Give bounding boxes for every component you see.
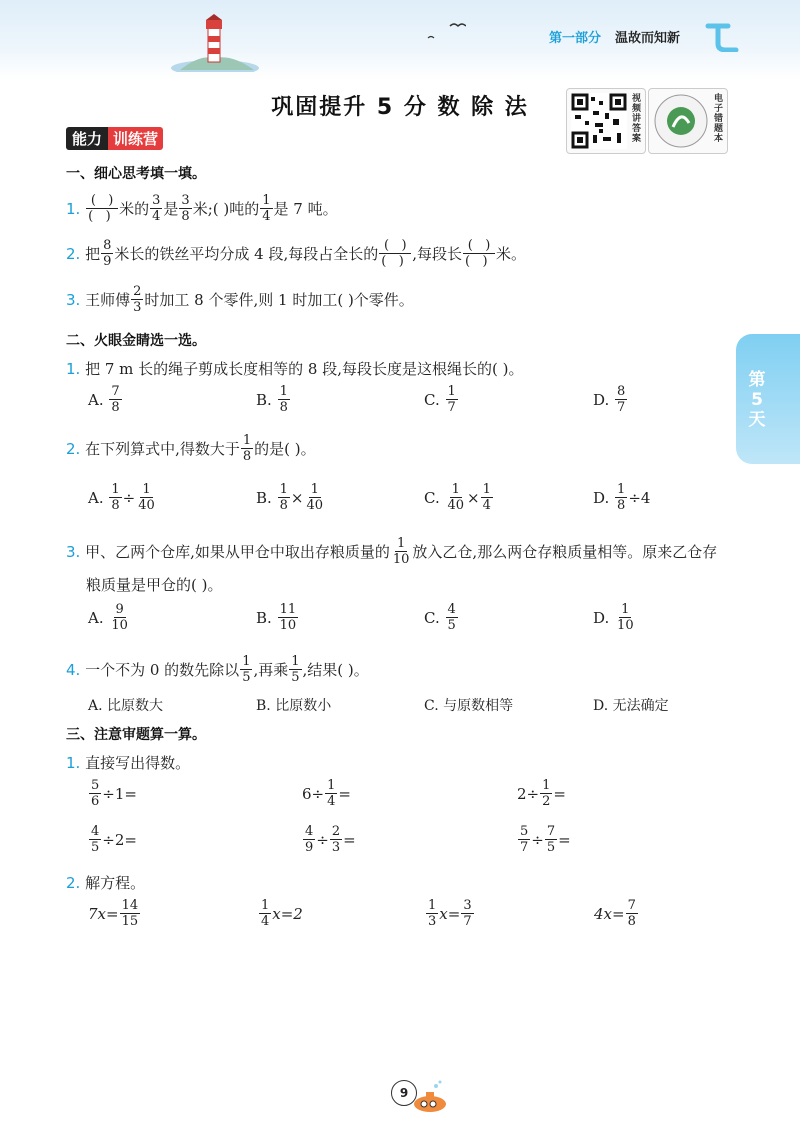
fraction: $\frac{3}{8}$	[181, 193, 190, 224]
option-a[interactable]: A. $\frac{1}{8}$ ÷ $\frac{1}{40}$	[88, 482, 155, 513]
question-text: 米;( )吨的	[192, 200, 260, 218]
section3-heading: 三、注意审题算一算。	[66, 727, 206, 743]
option-c[interactable]: C. $\frac{4}{5}$	[424, 602, 456, 633]
fraction: $\frac{1}{10}$	[392, 536, 410, 567]
question-text: 米。	[496, 245, 527, 263]
s2-q3-line2	[86, 574, 222, 595]
s2-q3-options	[88, 602, 688, 642]
question-text: 在下列算式中,得数大于	[85, 440, 240, 458]
fraction: $\frac{1}{5}$	[242, 654, 251, 685]
option-a[interactable]: A. $\frac{9}{10}$	[88, 602, 128, 633]
question-number: 1.	[66, 359, 81, 378]
question-text: 时加工 8 个零件,则 1 时加工( )个零件。	[144, 291, 414, 309]
question-number: 2.	[66, 873, 81, 892]
s2-q2	[66, 433, 316, 464]
s2-q4-options	[88, 695, 708, 717]
equation-item[interactable]: $\frac{1}{3}$ x= $\frac{3}{7}$	[428, 898, 472, 929]
s2-q3-line1	[66, 536, 717, 567]
answer-blank-fraction[interactable]: $\frac{( )}{( )}$	[379, 238, 411, 269]
question-text: 一个不为 0 的数先除以	[85, 661, 240, 679]
decorative-wave-icon	[704, 18, 740, 52]
option-c[interactable]: C. $\frac{1}{40}$ × $\frac{1}{4}$	[424, 482, 491, 513]
question-number: 3.	[66, 290, 81, 309]
question-number: 1.	[66, 753, 81, 772]
option-d[interactable]: D. $\frac{1}{8}$ ÷4	[593, 482, 651, 513]
ability-label: 能力	[66, 127, 108, 150]
option-b[interactable]: B. 比原数小	[256, 698, 332, 714]
section2-heading: 二、火眼金睛选一选。	[66, 333, 206, 349]
question-text: 把 7 m 长的绳子剪成长度相等的 8 段,每段长度是这根绳长的( )。	[85, 360, 524, 378]
question-number: 3.	[66, 542, 81, 561]
s1-q3	[66, 284, 414, 315]
s2-q1	[66, 358, 524, 379]
page-title: 巩固提升 5 分 数 除 法	[271, 95, 529, 120]
question-text: ,每段长	[412, 245, 463, 263]
calc-item[interactable]: $\frac{4}{9}$ ÷ $\frac{2}{3}$ =	[305, 824, 356, 855]
option-b[interactable]: B. $\frac{1}{8}$ × $\frac{1}{40}$	[256, 482, 323, 513]
question-number: 2.	[66, 244, 81, 263]
bird-icon	[426, 20, 466, 42]
lighthouse-illustration	[170, 14, 260, 72]
question-text: ,再乘	[253, 661, 289, 679]
question-text: 是	[163, 200, 179, 218]
section1-heading: 一、细心思考填一填。	[66, 166, 206, 182]
calc-item[interactable]: $\frac{5}{7}$ ÷ $\frac{7}{5}$ =	[520, 824, 571, 855]
training-camp-label: 训练营	[108, 127, 163, 150]
section-title: 温故而知新	[615, 31, 681, 46]
option-c[interactable]: C. 与原数相等	[424, 698, 514, 714]
option-a[interactable]: A. $\frac{7}{8}$	[88, 384, 120, 415]
option-b[interactable]: B. $\frac{11}{10}$	[256, 602, 297, 633]
fraction: $\frac{3}{4}$	[152, 193, 161, 224]
section-label: 第一部分	[549, 31, 602, 46]
option-a[interactable]: A. 比原数大	[88, 698, 164, 714]
page-number: 9	[391, 1080, 417, 1106]
question-text: 的是( )。	[254, 440, 316, 458]
ebook-qr-panel[interactable]	[648, 88, 728, 154]
equation-item[interactable]: $\frac{1}{4}$ x=2	[261, 898, 303, 929]
question-text: 粮质量是甲仓的( )。	[86, 576, 223, 594]
question-text: 甲、乙两个仓库,如果从甲仓中取出存粮质量的	[85, 543, 390, 561]
fraction: $\frac{8}{9}$	[103, 238, 112, 269]
s2-q2-options	[88, 482, 688, 522]
question-text: 王师傅	[85, 291, 131, 309]
question-text: 米长的铁丝平均分成 4 段,每段占全长的	[114, 245, 379, 263]
ebook-qr-label: 电子错题本	[712, 93, 722, 143]
question-text: ,结果( )。	[302, 661, 369, 679]
option-b[interactable]: B. $\frac{1}{8}$	[256, 384, 288, 415]
answer-blank-fraction[interactable]: $\frac{( )}{( )}$	[86, 193, 118, 224]
question-text: 米的	[119, 200, 150, 218]
s1-q2	[66, 238, 526, 269]
day-side-tab-label: 第5天	[748, 370, 766, 430]
answer-blank-fraction[interactable]: $\frac{( )}{( )}$	[463, 238, 495, 269]
fraction: $\frac{1}{4}$	[262, 193, 271, 224]
video-qr-panel[interactable]	[566, 88, 646, 154]
option-d[interactable]: D. $\frac{1}{10}$	[593, 602, 634, 633]
s3-q2	[66, 872, 145, 893]
qr-code-icon	[571, 93, 627, 149]
equation-item[interactable]: 7x= $\frac{14}{15}$	[88, 898, 139, 929]
question-number: 4.	[66, 660, 81, 679]
s2-q1-options	[88, 384, 688, 424]
s3-q1	[66, 752, 190, 773]
question-number: 1.	[66, 199, 81, 218]
question-number: 2.	[66, 439, 81, 458]
question-text: 直接写出得数。	[85, 754, 191, 772]
fraction: $\frac{1}{5}$	[291, 654, 300, 685]
question-text: 把	[85, 245, 101, 263]
submarine-icon	[400, 1080, 452, 1116]
calc-item[interactable]: 2÷ $\frac{1}{2}$ =	[517, 778, 566, 809]
s2-q4	[66, 654, 369, 685]
option-d[interactable]: D. $\frac{8}{7}$	[593, 384, 626, 415]
video-qr-label: 视频讲答案	[630, 93, 640, 143]
option-c[interactable]: C. $\frac{1}{7}$	[424, 384, 456, 415]
question-text: 放入乙仓,那么两仓存粮质量相等。原来乙仓存	[412, 543, 718, 561]
fraction: $\frac{1}{8}$	[242, 433, 252, 464]
question-text: 解方程。	[85, 874, 146, 892]
ebook-logo-icon	[653, 93, 709, 149]
option-d[interactable]: D. 无法确定	[593, 698, 669, 714]
question-text: 是 7 吨。	[273, 200, 338, 218]
calc-item[interactable]: $\frac{4}{5}$ ÷2=	[91, 824, 137, 855]
s1-q1	[66, 193, 338, 224]
calc-item[interactable]: 6÷ $\frac{1}{4}$ =	[302, 778, 351, 809]
calc-item[interactable]: $\frac{5}{6}$ ÷1=	[91, 778, 137, 809]
equation-item[interactable]: 4x= $\frac{7}{8}$	[594, 898, 636, 929]
fraction: $\frac{2}{3}$	[133, 284, 142, 315]
ability-training-badge	[66, 126, 190, 150]
